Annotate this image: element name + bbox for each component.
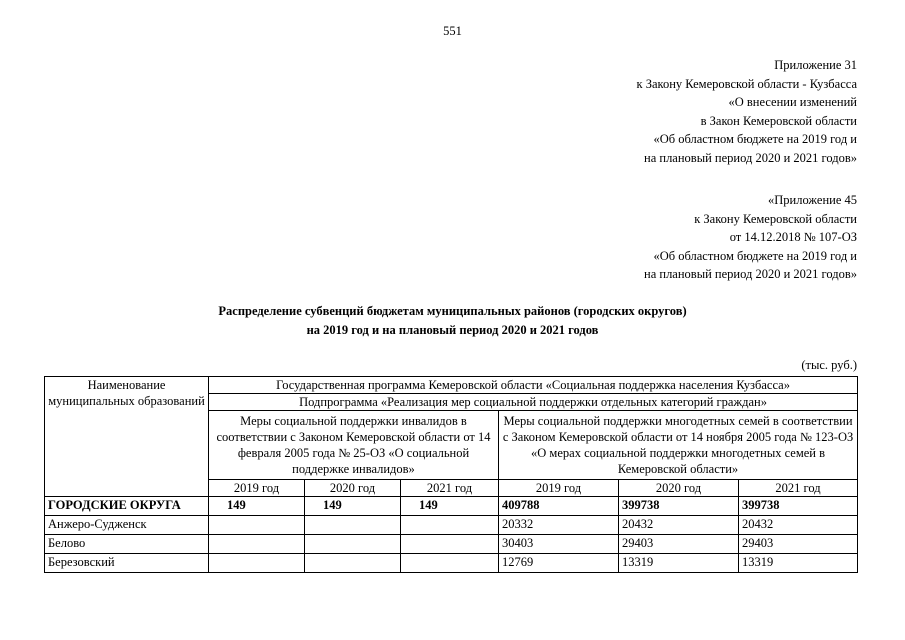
cell-value — [305, 516, 401, 535]
appendix-line: Приложение 31 — [774, 58, 857, 72]
appendix-line: на плановый период 2020 и 2021 годов» — [644, 267, 857, 282]
subventions-table — [44, 376, 858, 573]
header-program: Государственная программа Кемеровской области «Социальная поддержка населения Кузбасса» — [209, 377, 858, 394]
cell-value: 30403 — [499, 535, 619, 554]
table-row — [45, 516, 858, 535]
cell-value: 409788 — [499, 497, 619, 516]
cell-value: 12769 — [499, 554, 619, 573]
appendix-line: «О внесении изменений — [728, 95, 857, 110]
table-row — [45, 535, 858, 554]
title-line-2: на 2019 год и на плановый период 2020 и 2021 годов — [306, 323, 599, 337]
header-subprogram: Подпрограмма «Реализация мер социальной поддержки отдельных категорий граждан» — [209, 394, 858, 411]
cell-value: 20432 — [619, 516, 739, 535]
header-year: 2020 год — [619, 480, 739, 497]
cell-value: 20332 — [499, 516, 619, 535]
cell-value: 399738 — [619, 497, 739, 516]
cell-value: 149 — [209, 497, 305, 516]
cell-value: 149 — [305, 497, 401, 516]
appendix-45-header — [644, 191, 857, 284]
header-large-families-support: Меры социальной поддержки многодетных семей в соответствии с Законом Кемеровской области от 14 ноября 2005 года № 123-ОЗ «О мерах социальной поддержки многодетных семей в Кемеровской области» — [499, 411, 858, 480]
cell-value: 13319 — [619, 554, 739, 573]
appendix-line: «Об областном бюджете на 2019 год и — [653, 248, 857, 263]
unit-label: (тыс. руб.) — [801, 358, 857, 372]
header-year: 2020 год — [305, 480, 401, 497]
row-name: Белово — [45, 535, 209, 554]
appendix-31-header — [637, 56, 858, 168]
header-year: 2021 год — [401, 480, 499, 497]
cell-value — [209, 554, 305, 573]
cell-value — [401, 535, 499, 554]
appendix-line: в Закон Кемеровской области — [700, 113, 857, 128]
appendix-line: от 14.12.2018 № 107-ОЗ — [729, 230, 857, 245]
table-row — [45, 554, 858, 573]
cell-value: 13319 — [739, 554, 858, 573]
row-name: Березовский — [45, 554, 209, 573]
row-name: ГОРОДСКИЕ ОКРУГА — [45, 497, 209, 516]
cell-value — [305, 535, 401, 554]
page-number: 551 — [443, 24, 462, 38]
appendix-line: «Приложение 45 — [768, 193, 857, 207]
cell-value — [209, 535, 305, 554]
header-year: 2019 год — [209, 480, 305, 497]
cell-value — [401, 554, 499, 573]
appendix-line: к Закону Кемеровской области - Кузбасса — [636, 76, 857, 91]
title-line-1: Распределение субвенций бюджетам муниципальных районов (городских округов) — [218, 304, 687, 318]
header-disabled-support: Меры социальной поддержки инвалидов в соответствии с Законом Кемеровской области от 14 февраля 2005 года № 25-ОЗ «О социальной поддержке инвалидов» — [209, 411, 499, 480]
appendix-line: «Об областном бюджете на 2019 год и — [653, 132, 857, 147]
appendix-line: к Закону Кемеровской области — [694, 211, 857, 226]
cell-value: 20432 — [739, 516, 858, 535]
cell-value — [401, 516, 499, 535]
cell-value — [209, 516, 305, 535]
appendix-line: на плановый период 2020 и 2021 годов» — [644, 150, 857, 165]
document-title — [0, 302, 905, 340]
table-row-total — [45, 497, 858, 516]
header-year: 2021 год — [739, 480, 858, 497]
row-name: Анжеро-Судженск — [45, 516, 209, 535]
cell-value: 149 — [401, 497, 499, 516]
cell-value: 29403 — [619, 535, 739, 554]
cell-value: 399738 — [739, 497, 858, 516]
cell-value: 29403 — [739, 535, 858, 554]
header-municipality: Наименование муниципальных образований — [45, 377, 209, 497]
cell-value — [305, 554, 401, 573]
header-year: 2019 год — [499, 480, 619, 497]
